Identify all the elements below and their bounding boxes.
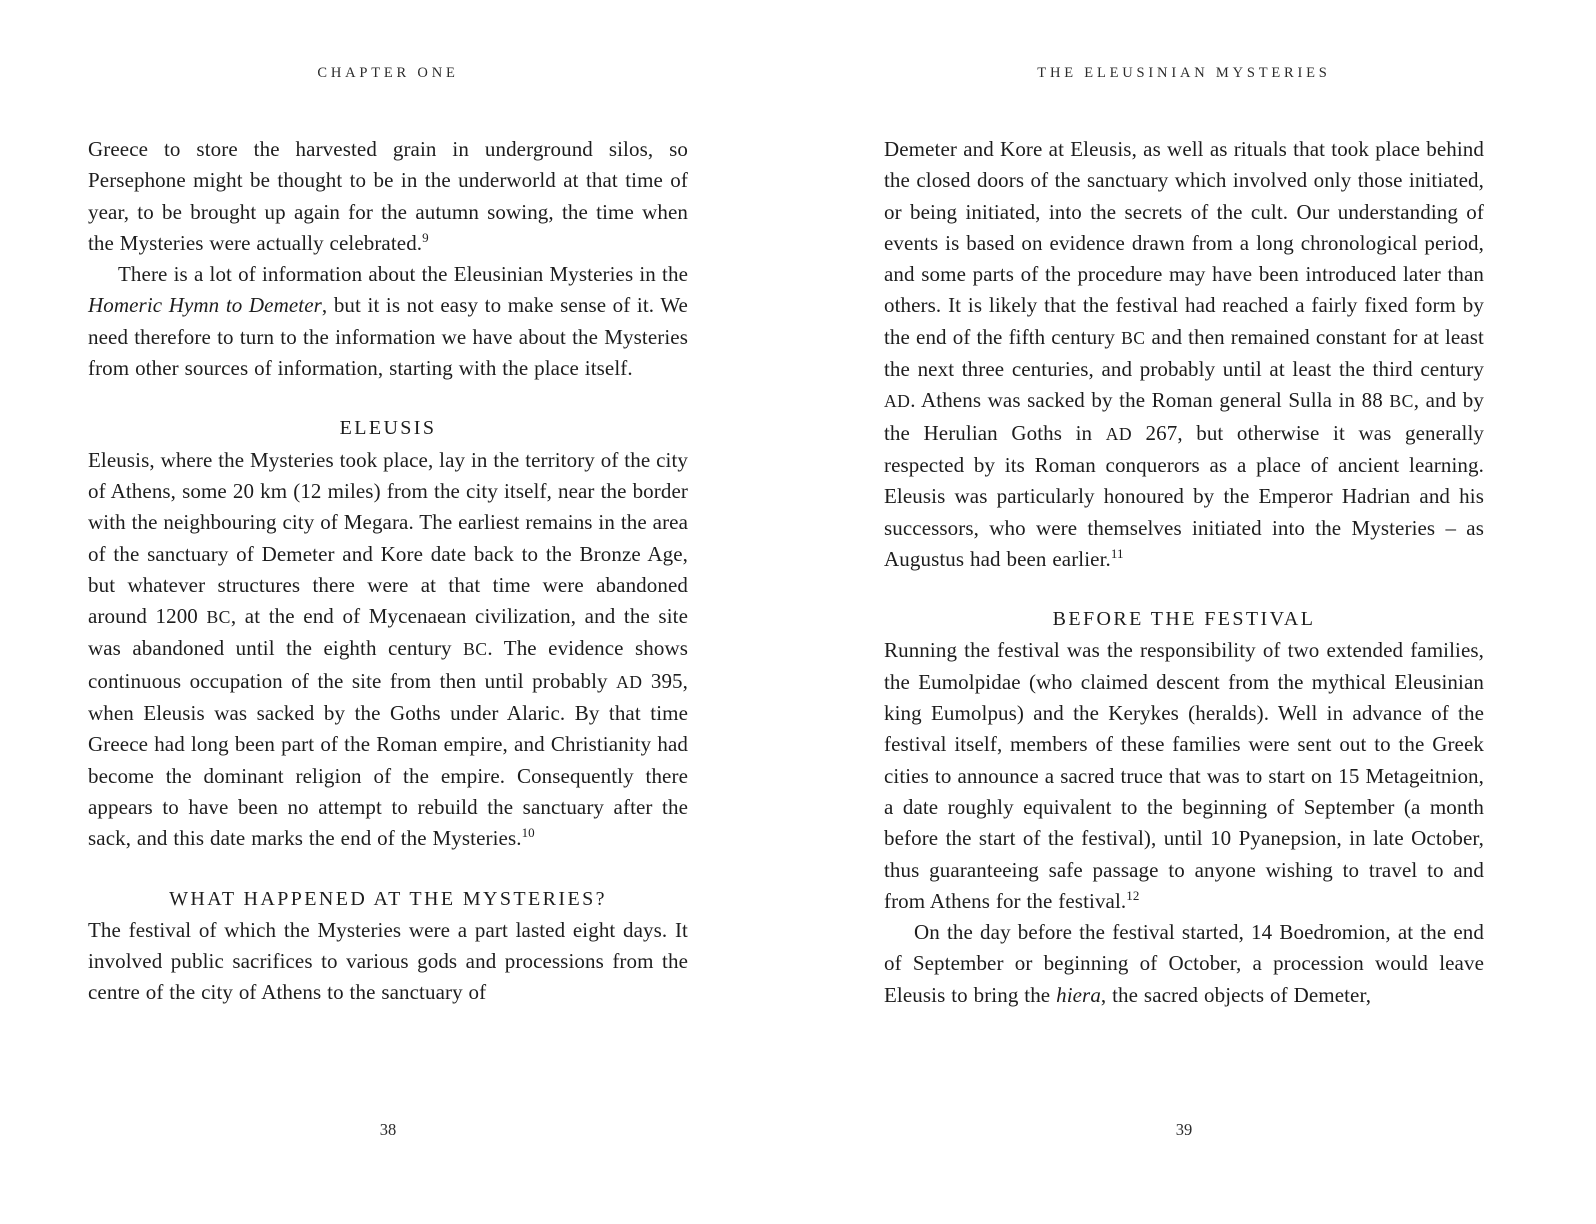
page-right — [798, 0, 1596, 1224]
text-segment: AD — [616, 671, 643, 692]
paragraph — [88, 445, 688, 855]
paragraph — [88, 915, 688, 1009]
text-segment: Homeric Hymn to Demeter — [88, 293, 322, 318]
running-header-right: THE ELEUSINIAN MYSTERIES — [1037, 65, 1331, 81]
page-number-right: 39 — [1175, 1120, 1193, 1139]
text-segment: and then remained constant for at least the next three centuries, and probably until at least the third century — [884, 324, 1484, 382]
text-segment: , and by the Herulian Goths in — [884, 388, 1484, 445]
text-segment: Demeter and Kore at Eleusis, as well as rituals that took place behind the closed doors of the sanctuary which involved only those initiated, or being initiated, into the secrets of the cult. Our understanding of events is based on evidence drawn from a long chronological period, and some parts of the procedure may have been introduced later than others. It is likely that the festival had reached a fairly fixed form by the end of the fifth century — [884, 137, 1484, 349]
text-segment: , the sacred objects of Demeter, — [1100, 982, 1372, 1007]
footnote-reference: 11 — [1110, 545, 1124, 561]
paragraph — [884, 917, 1484, 1011]
text-segment: hiera — [1056, 982, 1101, 1007]
text-segment: . The evidence shows continuous occupation of the site from then until probably — [88, 636, 689, 693]
text-segment: Eleusis, where the Mysteries took place, lay in the territory of the city of Athens, some 20 km (12 miles) from the city itself, near the border with the neighbouring city of Megara. The earliest remains in the area of the sanctuary of Demeter and Kore date back to the Bronze Age, but whatever structures there were at that time were abandoned around 1200 — [88, 447, 688, 629]
left-text-block — [88, 64, 688, 1009]
text-segment: The festival of which the Mysteries were a part lasted eight days. It involved public sacrifices to various gods and processions from the centre of the city of Athens to the sanctuary of — [88, 917, 688, 1005]
right-text-block — [884, 64, 1484, 1011]
text-segment: , at the end of Mycenaean civilization, and the site was abandoned until the eighth century — [88, 604, 688, 661]
section-heading: BEFORE THE FESTIVAL — [1052, 608, 1316, 631]
text-segment: BC — [1389, 391, 1414, 412]
text-segment: BC — [463, 639, 488, 660]
left-page-content — [88, 134, 688, 1009]
paragraph — [88, 259, 688, 384]
text-segment: Greece to store the harvested grain in underground silos, so Persephone might be thought to be in the underworld at that time of year, to be brought up again for the autumn sowing, the time when the Mysteries were actually celebrated. — [88, 137, 688, 255]
text-segment: AD — [1105, 423, 1132, 444]
footnote-reference: 10 — [521, 825, 535, 841]
text-segment: , but it is not easy to make sense of it. We need therefore to turn to the information we have about the Mysteries from other sources of information, starting with the place itself. — [88, 293, 688, 381]
section-heading: ELEUSIS — [339, 417, 437, 440]
paragraph — [884, 134, 1484, 575]
text-segment: There is a lot of information about the Eleusinian Mysteries in the — [118, 262, 688, 287]
text-segment: Running the festival was the responsibility of two extended families, the Eumolpidae (who claimed descent from the mythical Eleusinian king Eumolpus) and the Kerykes (heralds). Well in advance of the festival itself, members of these families were sent out to the Greek cities to announce a sacred truce that was to start on 15 Metageitnion, a date roughly equivalent to the beginning of September (a month before the start of the festival), until 10 Pyanepsion, in late October, thus guaranteeing safe passage to anyone wishing to travel to and from Athens for the festival. — [884, 638, 1484, 913]
page-number-left: 38 — [379, 1120, 397, 1139]
running-header-left: CHAPTER ONE — [317, 65, 459, 81]
text-segment: AD — [884, 391, 911, 412]
text-segment: BC — [1121, 327, 1146, 348]
paragraph — [884, 635, 1484, 917]
text-segment: 395, when Eleusis was sacked by the Goths under Alaric. By that time Greece had long been part of the Roman empire, and Christianity had become the dominant religion of the empire. Consequently there appears to have been no attempt to rebuild the sanctuary after the sack, and this date marks the end of the Mysteries. — [88, 668, 688, 851]
text-segment: BC — [206, 607, 231, 628]
section-heading: WHAT HAPPENED AT THE MYSTERIES? — [169, 887, 607, 910]
right-page-content — [884, 134, 1484, 1011]
footnote-reference: 9 — [422, 229, 429, 245]
text-segment: . Athens was sacked by the Roman general Sulla in 88 — [910, 388, 1390, 413]
paragraph — [88, 134, 688, 259]
text-segment: On the day before the festival started, 14 Boedromion, at the end of September or beginning of October, a procession would leave Eleusis to bring the — [884, 920, 1484, 1007]
text-segment: 267, but otherwise it was generally respected by its Roman conquerors as a place of ancient learning. Eleusis was particularly honoured by the Emperor Hadrian and his successors, who were themselves initiated into the Mysteries – as Augustus had been earlier. — [884, 420, 1484, 571]
footnote-reference: 12 — [1126, 887, 1140, 903]
